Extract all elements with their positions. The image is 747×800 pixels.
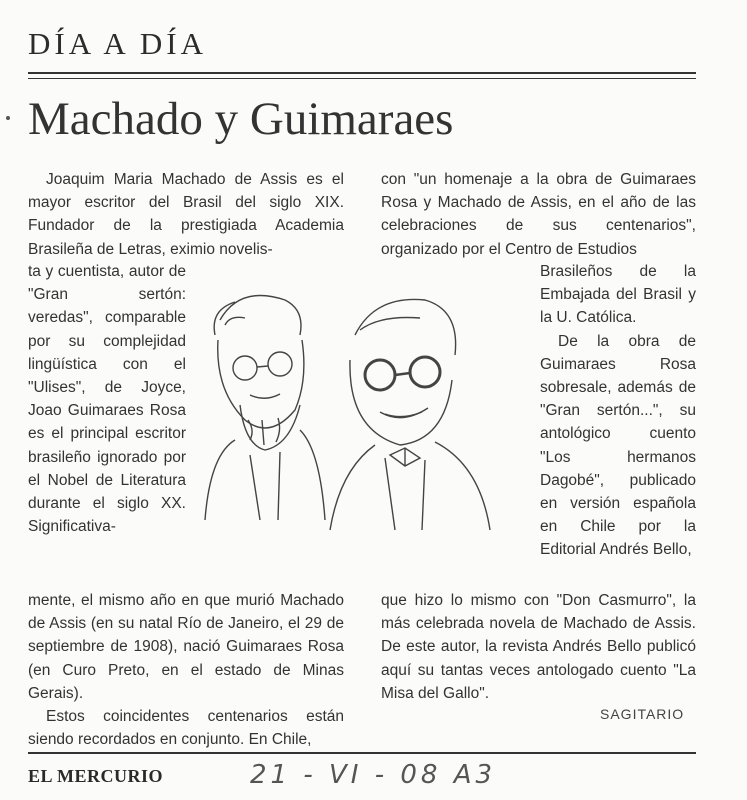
guimaraes-portrait: [330, 299, 490, 530]
margin-mark: [6, 116, 10, 120]
paragraph: ta y cuentista, autor de "Gran sertón: veredas", comparable por su complejidad lingüística con el "Ulises", de Joyce, Joao Guimaraes Rosa es el principal escritor brasileño ignorado por el Nobel de Literatura durante el siglo XX. Significativa-: [28, 263, 186, 536]
footer-rule: [28, 752, 696, 754]
section-header: DÍA A DÍA: [28, 26, 207, 61]
paragraph: Joaquim Maria Machado de Assis es el mayor escritor del Brasil del siglo XIX. Fundador de la prestigiada Academia Brasileña de Letras, eximio novelis-: [28, 171, 344, 258]
publication-name: EL MERCURIO: [28, 766, 164, 786]
paragraph: mente, el mismo año en que murió Machado de Assis (en su natal Río de Janeiro, el 29 de septiembre de 1908), nació Guimaraes Rosa (en Curo Preto, en el estado de Minas Gerais).: [28, 592, 344, 702]
article-title: Machado y Guimaraes: [28, 93, 454, 145]
header-rule-thick: [28, 72, 696, 74]
paragraph: Brasileños de la Embajada del Brasil y la U. Católica.: [540, 263, 696, 327]
column-2-top: [381, 168, 696, 261]
column-1-top: [28, 168, 344, 261]
paragraph: Estos coincidentes centenarios están siendo recordados en conjunto. En Chile,: [28, 708, 344, 749]
paragraph: De la obra de Guimaraes Rosa sobresale, además de "Gran sertón...", su antológico cuento "Los hermanos Dagobé", publicado en versión española en Chile por la Editorial Andrés Bello,: [540, 332, 696, 559]
column-2-bottom: [381, 589, 696, 705]
column-1-middle: [28, 260, 186, 538]
paragraph: con "un homenaje a la obra de Guimaraes Rosa y Machado de Assis, en el año de las celebraciones de sus centenarios", organizado por el Centro de Estudios: [381, 171, 696, 258]
machado-portrait: [205, 296, 325, 521]
handwritten-date: 21 - VI - 08 A3: [250, 760, 497, 790]
column-1-bottom: [28, 589, 344, 751]
header-rule-thin: [28, 78, 696, 79]
paragraph: que hizo lo mismo con "Don Casmurro", la más celebrada novela de Machado de Assis. De este autor, la revista Andrés Bello publicó aquí su tantas veces antologado cuento "La Misa del Gallo".: [381, 592, 696, 702]
portrait-illustration: [190, 280, 530, 540]
column-2-middle: [540, 260, 696, 562]
author-signature: SAGITARIO: [600, 706, 685, 722]
